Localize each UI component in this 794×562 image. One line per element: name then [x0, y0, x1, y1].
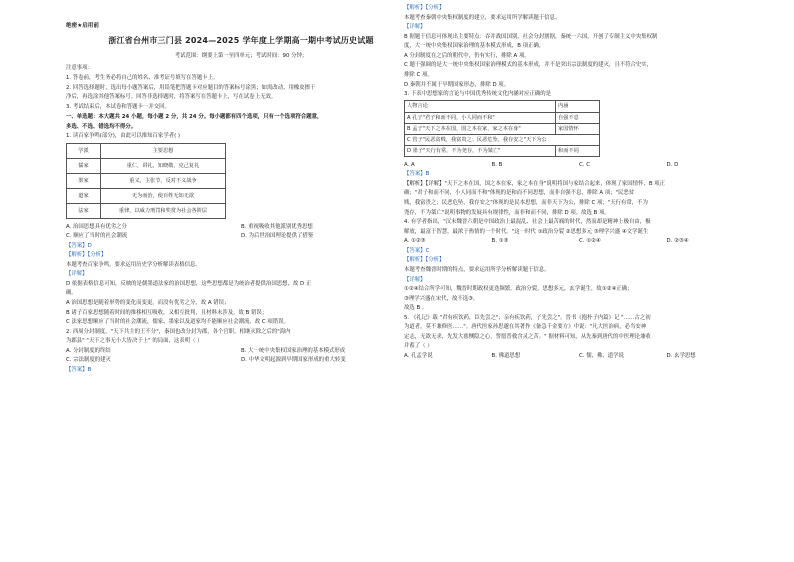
- question-stem: 并蓄了（ ）: [404, 343, 433, 350]
- question-stem: 定志，无欲无求，先发大慈恻隐之心，誓愿普救含灵之苦。" 据材料可知，从先秦到唐代的中医理论兼收: [404, 333, 651, 340]
- answer-label: 【答案】B: [404, 171, 430, 178]
- right-column: [404, 4, 754, 362]
- analysis-line: 本题考查百家争鸣，要求运用历史学分析解读表格信息。: [66, 261, 201, 268]
- table-cell: B 孟子"天下之本在国，国之本在家，家之本在身": [405, 123, 556, 134]
- option-a: A. 分封制度的终结: [66, 347, 111, 354]
- table-cell: 重仁，讲礼，知晓敬，克己复礼: [101, 158, 226, 173]
- analysis-line: 尧存，不为桀亡"说明事物的发展具有规律性，而非和而不同，排除 D 项。故选 B 项。: [404, 209, 610, 216]
- option-b: B. B: [491, 161, 503, 168]
- option-a: A. A: [404, 161, 415, 168]
- detail-label: 【详解】: [404, 24, 426, 31]
- question-1: [66, 132, 416, 326]
- option-a: A. 孔孟学说: [404, 353, 433, 359]
- note-line: 1. 答卷前，考生务必将自己的姓名、准考证号填写在答题卡上。: [66, 74, 219, 81]
- analysis-line: 【解析】【详解】"天下之本在国，国之本在家，家之本在身"说明将国与家结合起来，体现了家国情怀，B 项正: [404, 180, 666, 187]
- analysis-line: D 秦朝并不属于早期国家形态，排除 D 项。: [404, 81, 510, 88]
- answer-label: 【答案】D: [66, 242, 92, 249]
- analysis-line: B 诸子百家思想随着时间的推移相互吸收，又相互批判，且材料未涉及，故 B 错误；: [66, 309, 268, 316]
- note-line: 净后，再选涂其他答案标号。回答非选择题时，将答案写在答题卡上，写在试卷上无效。: [66, 94, 277, 101]
- table-cell: 自强不息: [556, 112, 600, 123]
- analysis-line: 确。: [66, 290, 77, 297]
- question-stem: 3. 下表中思想家的言论与中国优秀传统文化内涵对应正确的是: [404, 91, 552, 98]
- analysis-line: C 题干强调的是大一统中央集权国家治理模式的基本形成，并不是突出宗法制度的建灭，且不符合史实，: [404, 62, 653, 69]
- exam-title: 浙江省台州市三门县 2024—2025 学年度上学期高一期中考试历史试题: [108, 35, 374, 45]
- note-line: 注意事项：: [66, 65, 93, 72]
- option-d: D. 中华文明起源到早期国家形成的重大转变: [241, 357, 346, 364]
- option-c: C. ①②④: [579, 238, 601, 245]
- confidential-note: 绝密★启用前: [66, 23, 99, 29]
- option-c: C. C: [579, 161, 590, 168]
- analysis-line: D 依据表格信息可知，反映的是儒墨道法家的治国思想，这些思想都是为统治者提供治国思想，故 D 正: [66, 280, 312, 287]
- table-row: [67, 188, 226, 203]
- analysis-line: B 据题干信息可体现出主要特点：吞并战国国别，社会分封割据，秦统一六国，开创了专制主义中央集权制: [404, 33, 658, 40]
- option-a: A. 治国思想具有优劣之分: [66, 223, 127, 230]
- question-stem: 为道者，莫不兼修医……"。唐代医家孙思邈在其著作《备急千金要方》中说："凡大医治病，必当安神: [404, 324, 647, 331]
- table-cell: 无为而治，使百姓无知无欲: [101, 188, 226, 203]
- question-stem: 4. 有学者指出，"汉末魏晋六朝是中国政治上最混乱、社会上最苦痛的时代，然而却是精神上极自由，极: [404, 219, 651, 226]
- options-row: [404, 352, 754, 360]
- question-4: [404, 218, 754, 312]
- table-header-row: [405, 101, 600, 112]
- section-header: [66, 113, 416, 131]
- table-header-cell: 主要思想: [101, 143, 226, 158]
- note-line: 2. 回答选择题时，选出每小题答案后，用铅笔把答题卡对应题目的答案标号涂黑；如需改动，用橡皮擦干: [66, 84, 316, 91]
- detail-label: 【详解】: [404, 276, 426, 283]
- table-cell: D 墨子"天行有常，不为尧存，不为桀亡": [405, 145, 556, 156]
- question-stem: 2. 西周分封制度，"天下共主的王不分"，秦国也改分封为郡，各个官职，相继灭除之后的"海内: [66, 328, 291, 335]
- analysis-line: 本题考查魏晋时期的特点，要求运用所学分析解读题干信息。: [404, 266, 550, 273]
- table-row: [405, 145, 600, 156]
- options-row: [404, 237, 754, 245]
- schools-table: [66, 143, 226, 219]
- question-stem: 解放，最富于智慧，最浓于热情的一个时代。"这一时代 ①政治分裂 ②思想多元 ③理学兴盛 ④文学诞生: [404, 228, 649, 235]
- option-c: C. 宗法制度的建灭: [66, 357, 111, 364]
- quotes-table: [404, 100, 600, 156]
- table-row: [405, 112, 600, 123]
- left-column: [66, 22, 416, 376]
- table-row: [67, 158, 226, 173]
- notes: [66, 64, 416, 111]
- table-header-row: [67, 143, 226, 158]
- table-row: [67, 173, 226, 188]
- option-b: B. 佛道思想: [491, 353, 521, 359]
- analysis-label: 【解析】【分析】: [404, 257, 445, 264]
- table-row: [405, 123, 600, 134]
- option-a: A. ①②③: [404, 238, 426, 245]
- option-c: C. 顺应了当时的社会潮流: [66, 233, 128, 240]
- analysis-line: 故选 B 。: [404, 305, 428, 312]
- analysis-line: A 治国思想是随着形势的变化而变更，而没有优劣之分，故 A 错误；: [66, 300, 230, 307]
- table-header-cell: 人物言论: [405, 101, 556, 112]
- analysis-line: A 分封制度在之后的朝代中，仍有实行，排除 A 项。: [404, 52, 530, 59]
- table-cell: C 管子"民恶贫贱，我富贵之；民恶危坠，我存安之"天下为公: [405, 134, 600, 145]
- question-5: [404, 314, 754, 361]
- exam-info: 考试范围：纲要上第一至四单元；考试时间：90 分钟；: [174, 53, 308, 60]
- options-row: [66, 356, 416, 364]
- option-b: B. 大一统中央集权国家治理的基本模式形成: [241, 347, 346, 354]
- table-cell: 儒家: [67, 158, 101, 173]
- question-stem: 为郡县" "天下之事无小大皆决于上" 的局面，这表明（ ）: [66, 338, 203, 345]
- option-d: D. 为后世治国理论提供了借鉴: [241, 233, 314, 240]
- analysis-line: 度，大一统中央集权国家治理的基本模式形成，B 项正确。: [404, 43, 545, 50]
- table-row: [405, 134, 600, 145]
- section-header-line: 一、单选题：本大题共 24 小题，每小题 2 分，共 24 分。每小题都有四个选项，只有一个选项符合题意，: [66, 114, 323, 121]
- analysis-line: 贱，我富贵之；民恶危坠，我存安之"体现的是民本思想，而非天下为公，排除 C 项；"天行有常，不为: [404, 200, 648, 206]
- analysis-line: C 法家思想顺应了当时的社会潮流，儒家、墨家以及道家均不能顺应社会潮流，故 C 项错误。: [66, 319, 289, 326]
- note-line: 3. 考试结束后，本试卷和答题卡一并交回。: [66, 103, 170, 110]
- options-row: [66, 223, 416, 231]
- option-b: B. 重视吸收其他派别优秀思想: [241, 223, 313, 230]
- question-2: [66, 328, 416, 375]
- analysis-line: 本题考查秦朝中央集权制度的建立，要求运用所学解读题干信息。: [404, 14, 561, 21]
- option-c: C. 儒、佛、道学说: [579, 353, 624, 359]
- table-cell: 重义，主张节，反对不义战争: [101, 173, 226, 188]
- table-cell: 家国情怀: [556, 123, 600, 134]
- answer-label: 【答案】C: [404, 247, 430, 254]
- detail-label: 【详解】: [66, 271, 88, 278]
- table-cell: 重律，以威力刑罚和奖赏为社会各阶层: [101, 203, 226, 218]
- table-cell: A 孔子"君子和而不同，小人同而不和": [405, 112, 556, 123]
- analysis-line: 确；"君子和而不同，小人同而不和"体现的是和而不同思想，而非自强不息，排除 A 项；"民恶贫: [404, 190, 635, 197]
- analysis-label: 【解析】【分析】: [404, 5, 445, 11]
- options-row: [66, 232, 416, 240]
- question-stem: 1. 读百家争鸣(部分)，由此可以推知百家学者( ): [66, 133, 181, 140]
- analysis-line: ③理学兴盛在宋代，故不选③。: [404, 295, 479, 302]
- table-cell: 墨家: [67, 173, 101, 188]
- question-3: [404, 90, 754, 217]
- question-2-analysis: [404, 4, 754, 89]
- option-d: D. D: [666, 161, 679, 168]
- table-row: [67, 203, 226, 218]
- section-header-line: 多选、不选、错选均不得分。: [66, 123, 137, 130]
- analysis-label: 【解析】【分析】: [66, 252, 107, 259]
- analysis-line: ①②④结合所学可知，魏晋时期政权更迭频繁，政治分裂，思想多元，玄学诞生，故①②④正确；: [404, 286, 633, 293]
- table-cell: 和而不同: [556, 145, 600, 156]
- table-header-cell: 学派: [67, 143, 101, 158]
- table-cell: 法家: [67, 203, 101, 218]
- option-d: D. ②③④: [666, 238, 689, 245]
- options-row: [404, 161, 754, 169]
- option-d: D. 玄学思想: [666, 353, 696, 359]
- answer-label: 【答案】B: [66, 366, 92, 373]
- question-stem: 5. 《礼记》载 "君有疾饮药，臣先尝之"；亲有疾饮药，子先尝之"。晋书《抱朴子内篇》记 "……古之初: [404, 314, 651, 321]
- analysis-line: 排除 C 项。: [404, 71, 433, 78]
- option-b: B. ①③: [491, 238, 509, 245]
- options-row: [66, 347, 416, 355]
- table-cell: 道家: [67, 188, 101, 203]
- table-header-cell: 内涵: [556, 101, 600, 112]
